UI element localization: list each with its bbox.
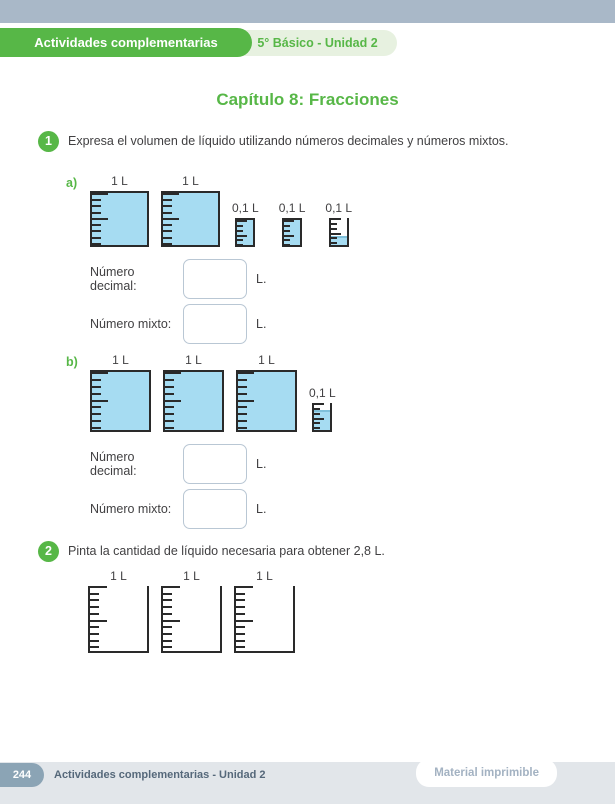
exercise-1-prompt: Expresa el volumen de líquido utilizando números decimales y números mixtos. [68,134,509,148]
tick-mark [92,400,108,402]
vessel[interactable] [88,586,149,653]
vessel [90,370,151,432]
footer-breadcrumb: Actividades complementarias - Unidad 2 [54,769,266,781]
exercise-1-header [38,131,577,152]
exercise-2-containers [88,569,577,653]
tick-mark [163,599,172,601]
capacity-label: 1 L [111,174,128,188]
tick-mark [90,593,99,595]
tick-mark [314,422,320,424]
tick-mark [165,406,174,408]
tick-mark [90,599,99,601]
capacity-label: 1 L [182,174,199,188]
footer [0,762,615,804]
liquid-fill [284,220,300,245]
vessel [90,191,149,247]
capacity-label: 1 L [110,569,127,583]
tick-mark [236,593,245,595]
measuring-container[interactable] [88,569,149,653]
vessel [236,370,297,432]
measuring-container [90,174,149,247]
tick-mark [163,243,172,245]
tick-mark [237,244,243,246]
capacity-label: 0,1 L [232,201,259,215]
tick-mark [237,235,247,237]
tick-mark [314,408,320,410]
tick-mark [90,646,99,648]
printable-material-button[interactable]: Material imprimible [416,759,557,787]
tick-mark [92,193,108,195]
tick-mark [165,386,174,388]
part-b-label: b) [66,355,78,369]
tick-mark [238,413,247,415]
tick-mark [236,633,245,635]
exercise-2-prompt: Pinta la cantidad de líquido necesaria para obtener 2,8 L. [68,544,385,558]
tick-mark [90,586,107,588]
tick-mark [165,393,174,395]
tick-mark [90,613,99,615]
liters-unit: L. [256,457,267,471]
part-b-answers [66,444,577,529]
vessel [312,403,332,432]
tick-mark [284,239,290,241]
tick-mark [92,420,101,422]
page-number-badge: 244 [0,763,44,787]
capacity-label: 0,1 L [278,201,306,215]
tick-mark [165,427,174,429]
tick-mark [314,413,320,415]
decimal-number-input-b[interactable] [183,444,247,484]
tick-mark [284,235,294,237]
tick-mark [163,218,179,220]
tick-mark [163,593,172,595]
vessel [235,218,255,247]
tick-mark [163,237,172,239]
exercise-2-number-badge: 2 [38,541,59,562]
exercise-1-part-a [66,174,577,247]
tick-mark [163,199,172,201]
tick-mark [92,237,101,239]
tick-mark [92,413,101,415]
vessel [163,370,224,432]
tick-mark [163,626,172,628]
tick-mark [238,420,247,422]
tick-mark [163,640,172,642]
tick-mark [163,193,179,195]
tick-mark [314,418,324,420]
vessel [161,191,220,247]
capacity-label: 1 L [183,569,200,583]
tick-mark [236,640,245,642]
measuring-container [161,174,220,247]
unit-tab-label: 5° Básico - Unidad 2 [257,36,378,50]
measuring-container [232,201,259,247]
tick-mark [90,640,99,642]
tick-mark [237,230,243,232]
tick-mark [92,243,101,245]
tick-mark [165,379,174,381]
liters-unit: L. [256,272,267,286]
vessel[interactable] [234,586,295,653]
tick-mark [314,427,320,429]
section-tab [0,28,252,57]
tick-mark [92,393,101,395]
capacity-label: 1 L [258,353,275,367]
exercise-2-header [38,541,577,562]
tick-mark [92,386,101,388]
exercise-1-number-badge: 1 [38,131,59,152]
capacity-label: 1 L [256,569,273,583]
measuring-container [236,353,297,432]
section-tab-label: Actividades complementarias [34,35,218,50]
tick-mark [331,233,341,235]
tick-mark [163,613,172,615]
tick-mark [284,220,294,222]
tick-mark [92,224,101,226]
liquid-fill [237,220,253,245]
tick-mark [92,205,101,207]
answer-row [66,304,577,344]
part-b-containers [90,353,356,432]
tick-mark [163,646,172,648]
tick-mark [163,620,180,622]
tick-mark [165,420,174,422]
part-a-answers [66,259,577,344]
tick-mark [92,372,108,374]
tick-mark [284,225,290,227]
tick-mark [163,212,172,214]
tick-mark [165,400,181,402]
decimal-number-label: Número decimal: [90,450,137,478]
vessel [282,218,302,247]
tick-mark [238,393,247,395]
tick-mark [284,244,290,246]
tick-mark [238,406,247,408]
measuring-container [279,201,306,247]
tick-mark [238,400,254,402]
mixed-number-input-b[interactable] [183,489,247,529]
tick-mark [163,230,172,232]
answer-row [66,444,577,484]
tick-mark [163,586,180,588]
measuring-container [325,201,352,247]
tick-mark [92,379,101,381]
page-title: Capítulo 8: Fracciones [216,90,399,109]
tick-mark [92,230,101,232]
tick-mark [238,427,247,429]
tick-mark [92,212,101,214]
part-a-label: a) [66,176,78,190]
capacity-label: 0,1 L [309,386,336,400]
measuring-container [309,386,336,432]
worksheet-body [0,131,615,653]
tick-mark [163,205,172,207]
vessel [329,218,349,247]
tick-mark [165,372,181,374]
capacity-label: 1 L [112,353,129,367]
tick-mark [314,403,324,405]
tick-mark [238,386,247,388]
answer-row [66,259,577,299]
tick-mark [163,606,172,608]
tick-mark [237,220,247,222]
top-bar [0,0,615,23]
tick-mark [236,620,253,622]
tick-mark [236,626,245,628]
tick-mark [236,599,245,601]
decimal-number-label: Número decimal: [90,265,137,293]
tick-mark [92,199,101,201]
tick-mark [284,230,290,232]
measuring-container[interactable] [161,569,222,653]
tick-mark [92,218,108,220]
tick-mark [90,626,99,628]
tick-mark [165,413,174,415]
exercise-1-part-b [66,353,577,432]
mixed-number-label: Número mixto: [90,317,172,331]
mixed-number-input-a[interactable] [183,304,247,344]
tick-mark [90,606,99,608]
capacity-label: 0,1 L [325,201,353,215]
part-a-containers [90,174,372,247]
vessel[interactable] [161,586,222,653]
tick-mark [331,228,337,230]
tick-mark [163,633,172,635]
tick-mark [90,620,107,622]
tick-mark [331,242,337,244]
tick-mark [163,224,172,226]
measuring-container [90,353,151,432]
liters-unit: L. [256,317,267,331]
liters-unit: L. [256,502,267,516]
measuring-container [163,353,224,432]
measuring-container[interactable] [234,569,295,653]
tick-mark [237,225,243,227]
tick-mark [236,646,245,648]
tick-mark [237,239,243,241]
tick-mark [90,633,99,635]
tick-mark [236,586,253,588]
mixed-number-label: Número mixto: [90,502,172,516]
tick-mark [92,406,101,408]
capacity-label: 1 L [185,353,202,367]
header [0,28,615,62]
tick-mark [236,613,245,615]
tick-mark [331,218,341,220]
tick-mark [92,427,101,429]
answer-row [66,489,577,529]
tick-mark [238,379,247,381]
tick-mark [238,372,254,374]
tick-mark [236,606,245,608]
tick-mark [331,223,337,225]
tick-mark [331,237,337,239]
decimal-number-input-a[interactable] [183,259,247,299]
